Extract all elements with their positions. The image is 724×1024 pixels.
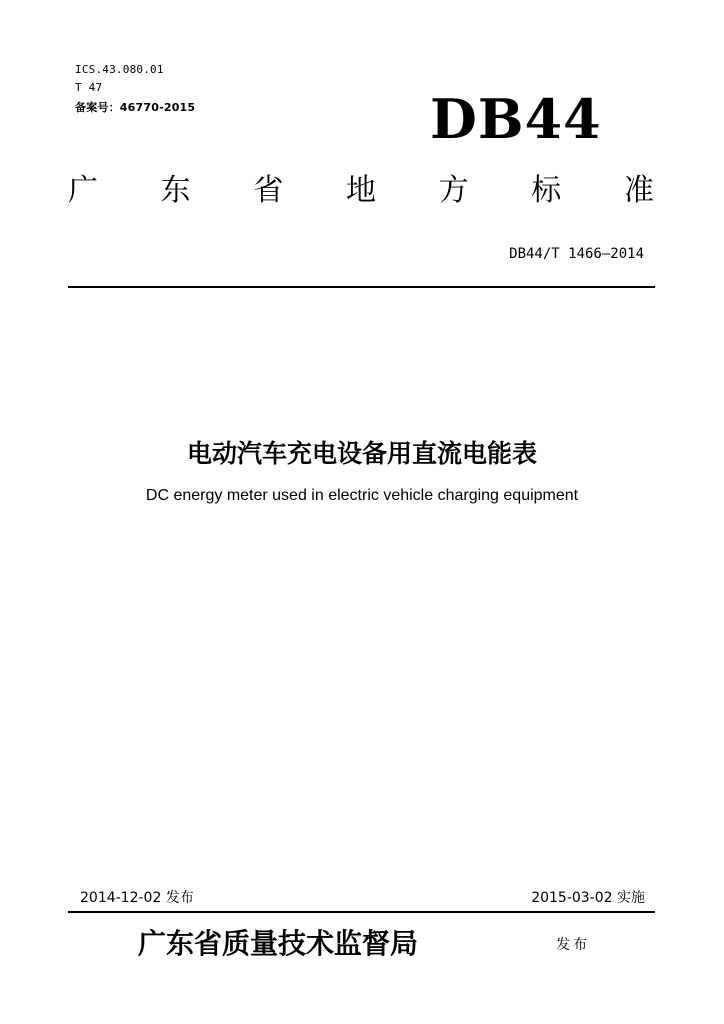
title-char: 标 <box>531 173 562 208</box>
record-number: 备案号：46770-2015 <box>75 101 196 114</box>
classification-code: T 47 <box>75 81 103 94</box>
issuer-suffix: 发布 <box>556 937 590 953</box>
document-title-en: DC energy meter used in electric vehicle charging equipment <box>145 487 579 504</box>
implementation-date: 2015-03-02 实施 <box>531 890 645 906</box>
standard-code-logo: DB44 <box>430 87 602 151</box>
top-divider <box>68 286 655 288</box>
title-char: 省 <box>253 173 284 208</box>
title-char: 方 <box>438 173 469 208</box>
title-char: 东 <box>160 173 191 208</box>
document-title-cn: 电动汽车充电设备用直流电能表 <box>186 439 537 468</box>
title-char: 广 <box>68 173 98 208</box>
standard-number: DB44/T 1466—2014 <box>509 246 644 262</box>
province-standard-title <box>68 173 654 208</box>
title-char: 准 <box>623 173 654 208</box>
bottom-divider <box>68 911 655 913</box>
issuing-authority: 广东省质量技术监督局 <box>138 927 419 960</box>
issue-date: 2014-12-02 发布 <box>80 890 194 906</box>
ics-code: ICS.43.080.01 <box>75 63 164 76</box>
title-char: 地 <box>345 173 376 208</box>
